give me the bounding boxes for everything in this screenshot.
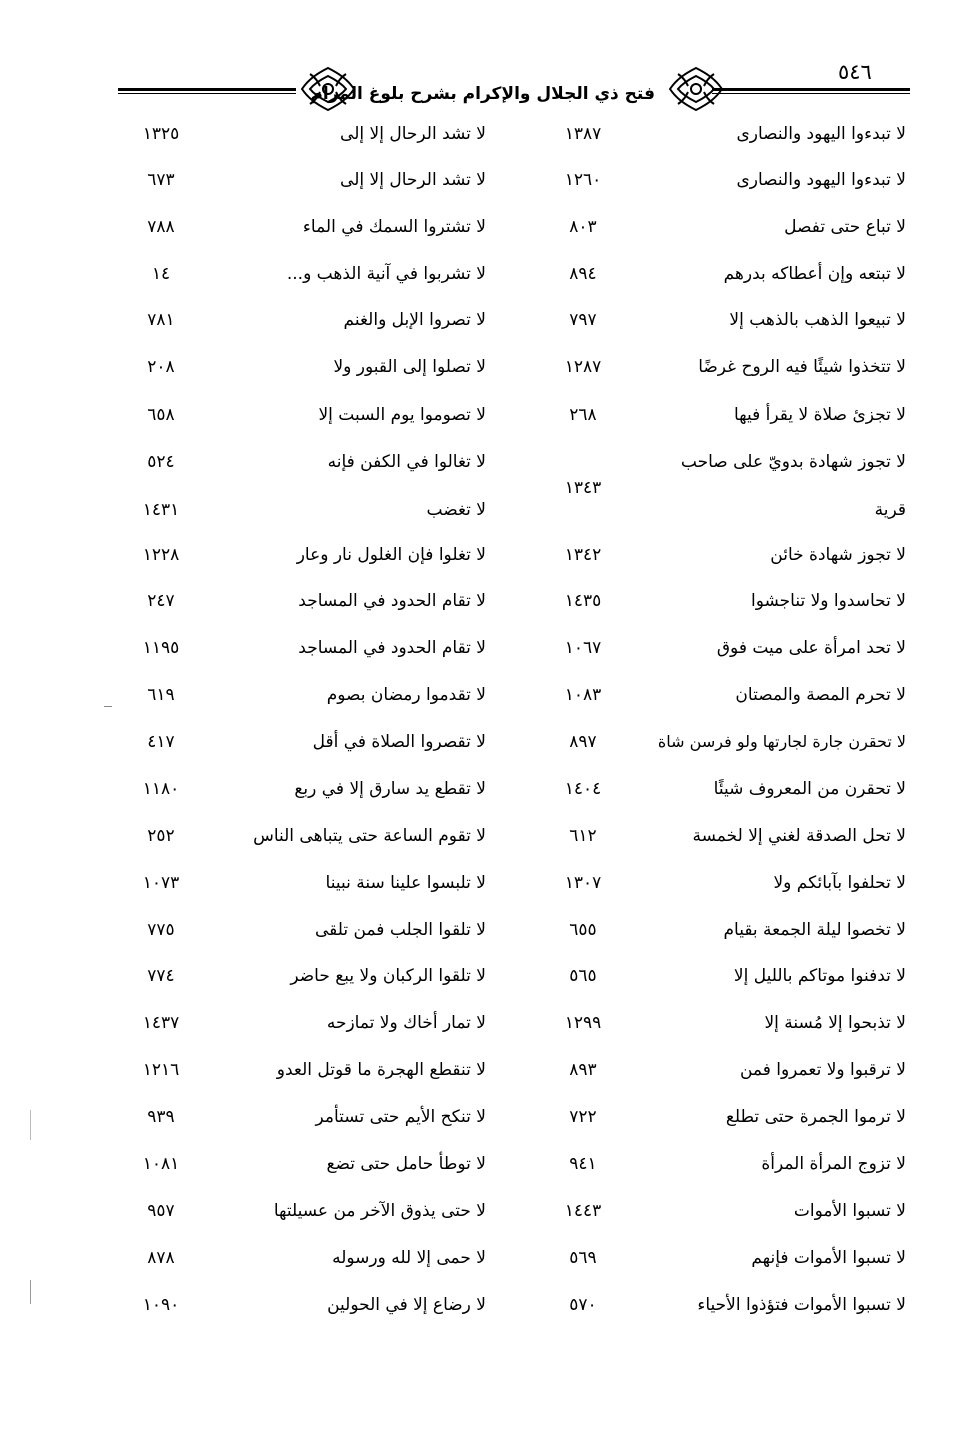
entry-phrase: لا تغلوا فإن الغلول نار وعار [296, 545, 486, 565]
entry-number: ١٠٩٠ [142, 1295, 180, 1315]
entry-phrase: لا تجزئ صلاة لا يقرأ فيها [734, 405, 906, 425]
entry-number: ١٠٨٣ [564, 685, 602, 705]
entry-phrase: لا تخصوا ليلة الجمعة بقيام [723, 920, 906, 940]
entry-number: ٥٦٥ [569, 966, 597, 986]
entry-number: ١٤٠٤ [564, 779, 602, 799]
entry-number: ٧٩٧ [569, 310, 597, 330]
entry-number: ٩٣٩ [147, 1107, 175, 1127]
entry-number: ١٣٤٣ [564, 478, 602, 498]
entry-phrase: لا تحرم المصة والمصتان [735, 685, 906, 705]
index-entry [0, 685, 978, 719]
entry-number: ٦١٢ [569, 826, 597, 846]
entry-number: ١٢٨٧ [564, 357, 602, 377]
index-entry [0, 638, 978, 672]
page-number: ٥٤٦ [838, 60, 872, 84]
index-entry [0, 310, 978, 344]
entry-number: ١٢١٦ [142, 1060, 180, 1080]
entry-phrase: لا ترموا الجمرة حتى تطلع [725, 1107, 906, 1127]
entry-number: ١٤٣٥ [564, 591, 602, 611]
entry-phrase: لا تحلفوا بآبائكم ولا [773, 873, 906, 893]
entry-phrase: لا تحاسدوا ولا تناجشوا [750, 591, 906, 611]
entry-number: ١٤ [151, 264, 171, 284]
entry-phrase: لا تغضب [426, 500, 486, 520]
running-title: فتح ذي الجلال والإكرام بشرح بلوغ المرام [310, 84, 655, 104]
index-entry [0, 966, 978, 1000]
entry-phrase: لا تسبوا الأموات [793, 1201, 906, 1221]
entry-number: ١٤٣١ [142, 500, 180, 520]
entry-number: ١٠٧٣ [142, 873, 180, 893]
entry-phrase: لا تحقرن جارة لجارتها ولو فرسن شاة [657, 732, 906, 751]
entry-phrase: لا تحقرن من المعروف شيئًا [713, 779, 906, 799]
entry-phrase: لا ترقبوا ولا تعمروا فمن [739, 1060, 906, 1080]
scan-mark [30, 1110, 31, 1140]
entry-number: ١٠٦٧ [564, 638, 602, 658]
entry-phrase: لا تزوج المرأة المرأة [761, 1154, 906, 1174]
entry-phrase: لا تدفنوا موتاكم بالليل إلا [733, 966, 906, 986]
entry-number: ١٠٨١ [142, 1154, 180, 1174]
index-entry [0, 170, 978, 204]
index-entry [0, 124, 978, 158]
entry-number: ٦١٩ [147, 685, 175, 705]
entry-phrase: لا تقصروا الصلاة في أقل [312, 732, 486, 752]
index-entry [0, 1013, 978, 1047]
index-entry [0, 826, 978, 860]
entry-phrase: لا تلبسوا علينا سنة نبينا [325, 873, 486, 893]
entry-number: ١٢٢٨ [142, 545, 180, 565]
entry-phrase: لا تبدءوا اليهود والنصارى [736, 124, 906, 144]
index-entry [0, 779, 978, 813]
entry-phrase: لا تسبوا الأموات فتؤذوا الأحياء [697, 1295, 906, 1315]
header-rule-left [118, 88, 296, 91]
entry-phrase: لا تبيعوا الذهب بالذهب إلا [729, 310, 906, 330]
header-ornament-right [666, 64, 726, 114]
entry-phrase: لا تقوم الساعة حتى يتباهى الناس [253, 826, 486, 846]
entry-phrase: لا تجوز شهادة خائن [770, 545, 906, 565]
index-entry [0, 920, 978, 954]
entry-number: ٧٧٤ [147, 966, 175, 986]
entry-number: ٥٦٩ [569, 1248, 597, 1268]
entry-phrase: لا حتى يذوق الآخر من عسيلتها [273, 1201, 486, 1221]
entry-phrase: لا تسبوا الأموات فإنهم [751, 1248, 906, 1268]
index-entry [0, 545, 978, 579]
entry-number: ٢٤٧ [147, 591, 175, 611]
entry-phrase: لا تصوموا يوم السبت إلا [318, 405, 486, 425]
entry-phrase: لا تقام الحدود في المساجد [298, 638, 486, 658]
entry-phrase: لا تلقوا الركبان ولا يبع حاضر [290, 966, 486, 986]
entry-phrase: لا تحد امرأة على ميت فوق [716, 638, 906, 658]
entry-phrase: لا رضاع إلا في الحولين [327, 1295, 486, 1315]
index-entry [0, 500, 978, 534]
entry-phrase: لا تجوز شهادة بدويّ على صاحب [680, 452, 906, 472]
index-entry [0, 591, 978, 625]
entry-phrase: لا تشتروا السمك في الماء [302, 217, 486, 237]
index-entry [0, 1060, 978, 1094]
entry-phrase: لا تصروا الإبل والغنم [343, 310, 486, 330]
entry-number: ٩٥٧ [147, 1201, 175, 1221]
entry-number: ١١٨٠ [142, 779, 180, 799]
entry-number: ٨٠٣ [569, 217, 597, 237]
entry-number: ٨٧٨ [147, 1248, 175, 1268]
entry-number: ٧٢٢ [569, 1107, 597, 1127]
entry-number: ١١٩٥ [142, 638, 180, 658]
entry-number: ٨٩٤ [569, 264, 597, 284]
index-entry [0, 217, 978, 251]
entry-number: ٧٨٨ [147, 217, 175, 237]
index-entry [0, 405, 978, 439]
entry-phrase: لا تقام الحدود في المساجد [298, 591, 486, 611]
entry-phrase: لا تباع حتى تفصل [784, 217, 906, 237]
entry-number: ٥٢٤ [147, 452, 175, 472]
entry-phrase: لا تبتعه وإن أعطاكه بدرهم [723, 264, 906, 284]
entry-number: ٩٤١ [569, 1154, 597, 1174]
index-entry [0, 1107, 978, 1141]
header-rule-right [712, 88, 910, 91]
entry-phrase: لا تنقطع الهجرة ما قوتل العدو [276, 1060, 486, 1080]
entry-number: ٧٨١ [147, 310, 175, 330]
entry-phrase: لا حمى إلا لله ورسوله [332, 1248, 486, 1268]
entry-number: ١٢٦٠ [564, 170, 602, 190]
header-rule-right-thin [712, 93, 910, 94]
header-rule-left-thin [118, 93, 296, 94]
entry-phrase: لا تغالوا في الكفن فإنه [327, 452, 486, 472]
entry-number: ١٣٢٥ [142, 124, 180, 144]
entry-number: ٢٦٨ [569, 405, 597, 425]
entry-number: ١٣٨٧ [564, 124, 602, 144]
entry-number: ٦٧٣ [147, 170, 175, 190]
entry-phrase: لا تذبحوا إلا مُسنة إلا [764, 1013, 906, 1033]
index-entry [0, 1201, 978, 1235]
index-entry [0, 452, 978, 486]
entry-phrase: لا توطأ حامل حتى تضع [326, 1154, 486, 1174]
index-entry [0, 873, 978, 907]
entry-phrase: لا تحل الصدقة لغني إلا لخمسة [692, 826, 906, 846]
entry-number: ١٣٠٧ [564, 873, 602, 893]
entry-number: ٦٥٨ [147, 405, 175, 425]
entry-phrase: لا تشد الرحال إلا إلى [340, 170, 486, 190]
entry-phrase: لا تصلوا إلى القبور ولا [333, 357, 486, 377]
entry-number: ١٣٤٢ [564, 545, 602, 565]
index-entry [0, 1295, 978, 1329]
entry-phrase: لا تشد الرحال إلا إلى [340, 124, 486, 144]
entry-number: ٨٩٣ [569, 1060, 597, 1080]
entry-number: ٤١٧ [147, 732, 175, 752]
index-entry [0, 732, 978, 766]
index-entry [0, 1248, 978, 1282]
entry-phrase: لا تقدموا رمضان بصوم [326, 685, 486, 705]
entry-number: ٨٩٧ [569, 732, 597, 752]
entry-number: ١٤٤٣ [564, 1201, 602, 1221]
entry-number: ٦٥٥ [569, 920, 597, 940]
index-entry [0, 264, 978, 298]
entry-phrase: لا تقطع يد سارق إلا في ربع [294, 779, 486, 799]
entry-number: ٥٧٠ [569, 1295, 597, 1315]
entry-number: ٧٧٥ [147, 920, 175, 940]
entry-phrase: لا تلقوا الجلب فمن تلقى [315, 920, 486, 940]
index-entry [0, 357, 978, 391]
scan-mark [30, 1280, 31, 1304]
entry-phrase: لا تنكح الأيم حتى تستأمر [315, 1107, 486, 1127]
index-entry [0, 1154, 978, 1188]
entry-phrase: لا تشربوا في آنية الذهب و... [286, 264, 486, 284]
entry-phrase-continued: قرية [874, 500, 906, 520]
entry-number: ٢٠٨ [147, 357, 175, 377]
entry-phrase: لا تتخذوا شيئًا فيه الروح غرضًا [698, 357, 906, 377]
scan-mark [104, 706, 112, 707]
entry-number: ١٤٣٧ [142, 1013, 180, 1033]
entry-number: ١٢٩٩ [564, 1013, 602, 1033]
entry-phrase: لا تمار أخاك ولا تمازحه [326, 1013, 486, 1033]
entry-number: ٢٥٢ [147, 826, 175, 846]
entry-phrase: لا تبدءوا اليهود والنصارى [736, 170, 906, 190]
